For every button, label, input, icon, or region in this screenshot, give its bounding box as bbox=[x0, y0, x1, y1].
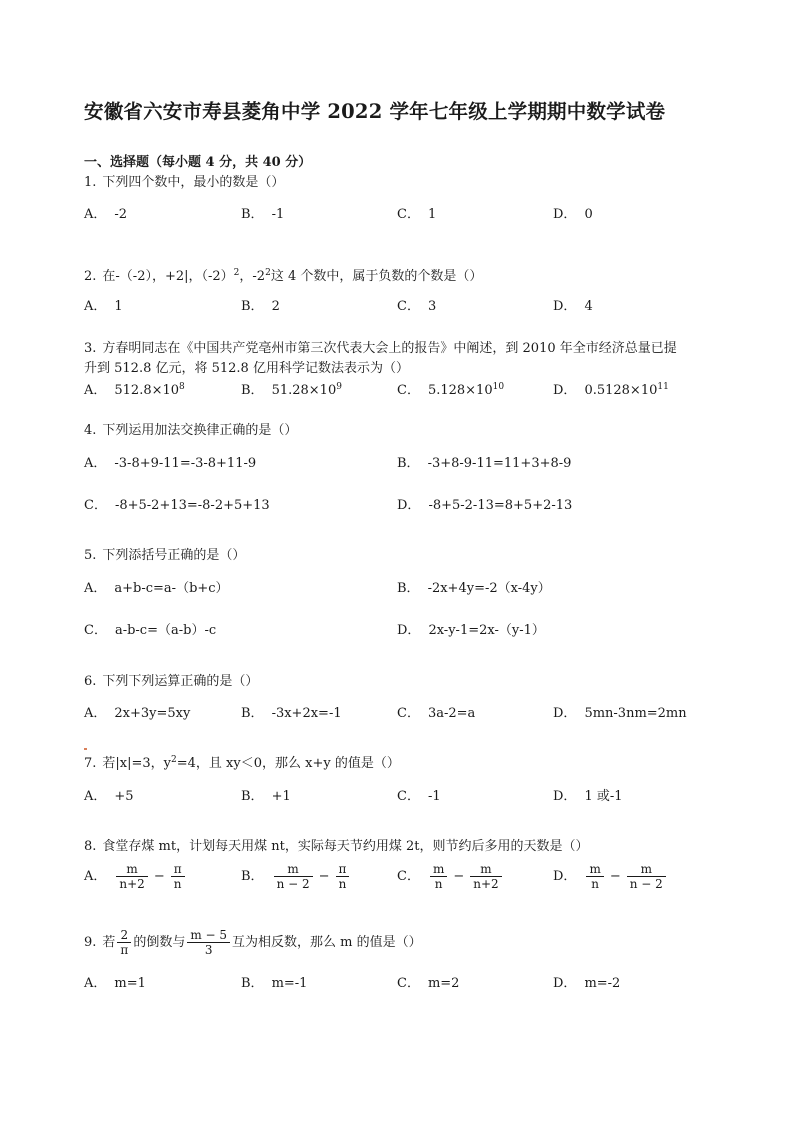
option-d bbox=[397, 622, 545, 640]
question-number: 3. bbox=[84, 341, 97, 356]
minus-sign: − bbox=[609, 868, 621, 884]
option-b bbox=[241, 862, 351, 891]
option-text: -3-8+9-11=-3-8+11-9 bbox=[114, 456, 257, 471]
exponent: 10 bbox=[492, 382, 505, 392]
numerator: m − 5 bbox=[187, 928, 230, 943]
fraction bbox=[470, 862, 501, 891]
option-letter: A． bbox=[84, 789, 107, 804]
question-1 bbox=[84, 174, 284, 192]
question-text: 方春明同志在《中国共产党亳州市第三次代表大会上的报告》中阐述，到 2010 年全市经济总量已提 bbox=[102, 341, 677, 356]
exponent: 11 bbox=[657, 382, 669, 392]
option-letter: A． bbox=[84, 299, 107, 314]
option-letter: B． bbox=[241, 383, 264, 398]
option-letter: A． bbox=[84, 383, 107, 398]
numerator: m bbox=[470, 862, 501, 877]
question-text: 若|x|=3，y bbox=[102, 756, 172, 771]
option-a bbox=[84, 455, 256, 473]
option-text: -1 bbox=[427, 789, 441, 804]
option-text: 512.8×10 bbox=[114, 383, 180, 398]
option-letter: D． bbox=[553, 299, 577, 314]
question-text: 下列添括号正确的是（） bbox=[102, 548, 246, 563]
option-text: 3a-2=a bbox=[427, 706, 476, 721]
section-heading: 一、选择题（每小题 4 分，共 40 分） bbox=[84, 155, 312, 170]
option-b bbox=[397, 580, 551, 598]
option-d bbox=[553, 862, 668, 891]
option-a bbox=[84, 206, 127, 224]
numerator: m bbox=[586, 862, 603, 877]
option-text: 51.28×10 bbox=[271, 383, 337, 398]
option-letter: B． bbox=[241, 299, 264, 314]
option-letter: A． bbox=[84, 581, 107, 596]
option-text: 1 bbox=[114, 299, 123, 314]
option-letter: C． bbox=[397, 706, 420, 721]
exponent: 8 bbox=[179, 382, 185, 392]
question-3 bbox=[84, 340, 677, 358]
question-5 bbox=[84, 547, 245, 565]
option-a bbox=[84, 788, 134, 806]
option-text: 0.5128×10 bbox=[584, 383, 658, 398]
option-letter: D． bbox=[553, 207, 577, 222]
fraction bbox=[187, 928, 230, 957]
denominator: n+2 bbox=[473, 877, 499, 891]
denominator: n bbox=[173, 877, 182, 891]
option-b bbox=[397, 455, 571, 473]
numerator: m bbox=[430, 862, 447, 877]
option-text: m=1 bbox=[114, 976, 146, 991]
question-text: 的倒数与 bbox=[133, 935, 186, 950]
option-c bbox=[397, 206, 436, 224]
question-number: 7. bbox=[84, 756, 97, 771]
option-letter: D． bbox=[553, 706, 577, 721]
option-text: m=-2 bbox=[584, 976, 621, 991]
fraction bbox=[274, 862, 313, 891]
option-letter: A． bbox=[84, 207, 107, 222]
option-d bbox=[553, 206, 593, 224]
option-text: 5mn-3nm=2mn bbox=[584, 706, 687, 721]
option-text: 3 bbox=[427, 299, 437, 314]
question-4 bbox=[84, 422, 297, 440]
option-c bbox=[397, 382, 504, 400]
exponent: 9 bbox=[336, 382, 342, 392]
option-letter: C． bbox=[397, 299, 420, 314]
option-letter: D． bbox=[553, 383, 577, 398]
option-text: -8+5-2+13=-8-2+5+13 bbox=[114, 498, 270, 513]
option-letter: C． bbox=[84, 623, 107, 638]
minus-sign: − bbox=[153, 868, 165, 884]
option-c bbox=[84, 622, 216, 640]
option-letter: B． bbox=[241, 869, 264, 884]
question-number: 1. bbox=[84, 175, 97, 190]
option-b bbox=[241, 298, 280, 316]
option-letter: B． bbox=[241, 207, 264, 222]
minus-sign: − bbox=[453, 868, 465, 884]
question-text: =4，且 xy＜0，那么 x+y 的值是（） bbox=[176, 756, 400, 771]
option-text: 2x+3y=5xy bbox=[114, 706, 191, 721]
option-text: -3+8-9-11=11+3+8-9 bbox=[427, 456, 572, 471]
question-number: 2. bbox=[84, 269, 97, 284]
question-number: 8. bbox=[84, 839, 97, 854]
denominator: n bbox=[338, 877, 347, 891]
option-a bbox=[84, 705, 190, 723]
option-b bbox=[241, 206, 284, 224]
question-number: 6. bbox=[84, 674, 97, 689]
option-letter: B． bbox=[241, 976, 264, 991]
option-b bbox=[241, 705, 342, 723]
question-number: 5. bbox=[84, 548, 97, 563]
denominator: n − 2 bbox=[276, 877, 310, 891]
numerator: 2 bbox=[117, 928, 131, 943]
option-letter: A． bbox=[84, 456, 107, 471]
denominator: n bbox=[591, 877, 599, 891]
fraction bbox=[336, 862, 350, 891]
question-number: 4. bbox=[84, 423, 97, 438]
numerator: m bbox=[116, 862, 147, 877]
option-text: 0 bbox=[584, 207, 593, 222]
superscript: 2 bbox=[265, 268, 271, 278]
option-a bbox=[84, 975, 146, 993]
option-text: 2x-y-1=2x-（y-1） bbox=[428, 623, 545, 638]
question-text: 升到 512.8 亿元，将 512.8 亿用科学记数法表示为（） bbox=[84, 361, 409, 376]
option-letter: B． bbox=[397, 581, 420, 596]
option-a bbox=[84, 580, 229, 598]
option-text: a+b-c=a-（b+c） bbox=[114, 581, 229, 596]
option-d bbox=[553, 788, 623, 806]
option-c bbox=[397, 298, 436, 316]
option-d bbox=[553, 298, 593, 316]
option-d bbox=[553, 382, 669, 400]
option-letter: B． bbox=[397, 456, 420, 471]
option-text: m=2 bbox=[427, 976, 460, 991]
question-number: 9. bbox=[84, 935, 97, 950]
superscript: 2 bbox=[233, 268, 240, 278]
question-3-line-2 bbox=[84, 360, 409, 378]
numerator: m bbox=[274, 862, 313, 877]
option-letter: D． bbox=[397, 623, 421, 638]
fraction bbox=[627, 862, 666, 891]
option-b bbox=[241, 788, 291, 806]
option-text: -2x+4y=-2（x-4y） bbox=[427, 581, 551, 596]
question-7 bbox=[84, 755, 400, 773]
option-letter: A． bbox=[84, 976, 107, 991]
option-letter: C． bbox=[84, 498, 107, 513]
fraction bbox=[117, 928, 131, 957]
option-d bbox=[397, 497, 572, 515]
question-8 bbox=[84, 838, 588, 856]
option-c bbox=[397, 705, 475, 723]
option-letter: C． bbox=[397, 789, 420, 804]
option-text: -8+5-2-13=8+5+2-13 bbox=[428, 498, 573, 513]
option-text: -1 bbox=[271, 207, 285, 222]
option-c bbox=[397, 975, 459, 993]
denominator: n+2 bbox=[119, 877, 145, 891]
numerator: π bbox=[336, 862, 350, 877]
option-letter: D． bbox=[397, 498, 421, 513]
numerator: π bbox=[171, 862, 185, 877]
fraction bbox=[430, 862, 447, 891]
option-text: 1 或-1 bbox=[584, 789, 623, 804]
option-text: -3x+2x=-1 bbox=[271, 706, 342, 721]
option-text: 1 bbox=[427, 207, 437, 222]
question-text: 下列运用加法交换律正确的是（） bbox=[102, 423, 298, 438]
option-text: +1 bbox=[271, 789, 291, 804]
option-text: 2 bbox=[271, 299, 280, 314]
numerator: m bbox=[627, 862, 666, 877]
fraction bbox=[116, 862, 147, 891]
option-letter: B． bbox=[241, 789, 264, 804]
denominator: 3 bbox=[204, 943, 213, 957]
question-text: 食堂存煤 mt，计划每天用煤 nt，实际每天节约用煤 2t，则节约后多用的天数是（） bbox=[102, 839, 589, 854]
option-letter: D． bbox=[553, 789, 577, 804]
option-letter: D． bbox=[553, 869, 577, 884]
page-title: 安徽省六安市寿县菱角中学 2022 学年七年级上学期期中数学试卷 bbox=[84, 100, 666, 123]
option-letter: A． bbox=[84, 706, 107, 721]
option-a bbox=[84, 298, 123, 316]
option-b bbox=[241, 975, 307, 993]
question-2 bbox=[84, 268, 482, 286]
option-a bbox=[84, 862, 187, 891]
option-d bbox=[553, 975, 620, 993]
option-b bbox=[241, 382, 342, 400]
question-text: 这 4 个数中，属于负数的个数是（） bbox=[270, 269, 483, 284]
option-d bbox=[553, 705, 687, 723]
option-text: 4 bbox=[584, 299, 593, 314]
question-text: 下列下列运算正确的是（） bbox=[102, 674, 259, 689]
option-letter: C． bbox=[397, 869, 420, 884]
option-text: a-b-c=（a-b）-c bbox=[114, 623, 217, 638]
question-9 bbox=[84, 928, 422, 957]
denominator: n − 2 bbox=[629, 877, 663, 891]
option-text: 5.128×10 bbox=[427, 383, 493, 398]
denominator: π bbox=[120, 943, 129, 957]
question-text: 下列四个数中，最小的数是（） bbox=[102, 175, 285, 190]
superscript: 2 bbox=[171, 755, 177, 765]
question-text: 若 bbox=[102, 935, 116, 950]
option-letter: C． bbox=[397, 976, 420, 991]
option-letter: D． bbox=[553, 976, 577, 991]
option-letter: A． bbox=[84, 869, 107, 884]
question-text: ，-2 bbox=[239, 269, 266, 284]
fraction bbox=[586, 862, 603, 891]
option-letter: B． bbox=[241, 706, 264, 721]
option-letter: C． bbox=[397, 383, 420, 398]
fraction bbox=[171, 862, 185, 891]
denominator: n bbox=[434, 877, 443, 891]
option-c bbox=[84, 497, 270, 515]
question-text: 在-（-2），+2|，（-2） bbox=[102, 269, 234, 284]
option-c bbox=[397, 862, 504, 891]
question-text: 互为相反数，那么 m 的值是（） bbox=[232, 935, 422, 950]
option-text: m=-1 bbox=[271, 976, 308, 991]
option-text: -2 bbox=[114, 207, 128, 222]
question-6 bbox=[84, 673, 258, 691]
stray-mark bbox=[84, 748, 87, 750]
option-c bbox=[397, 788, 441, 806]
option-letter: C． bbox=[397, 207, 420, 222]
minus-sign: − bbox=[318, 868, 330, 884]
option-a bbox=[84, 382, 185, 400]
option-text: +5 bbox=[114, 789, 134, 804]
